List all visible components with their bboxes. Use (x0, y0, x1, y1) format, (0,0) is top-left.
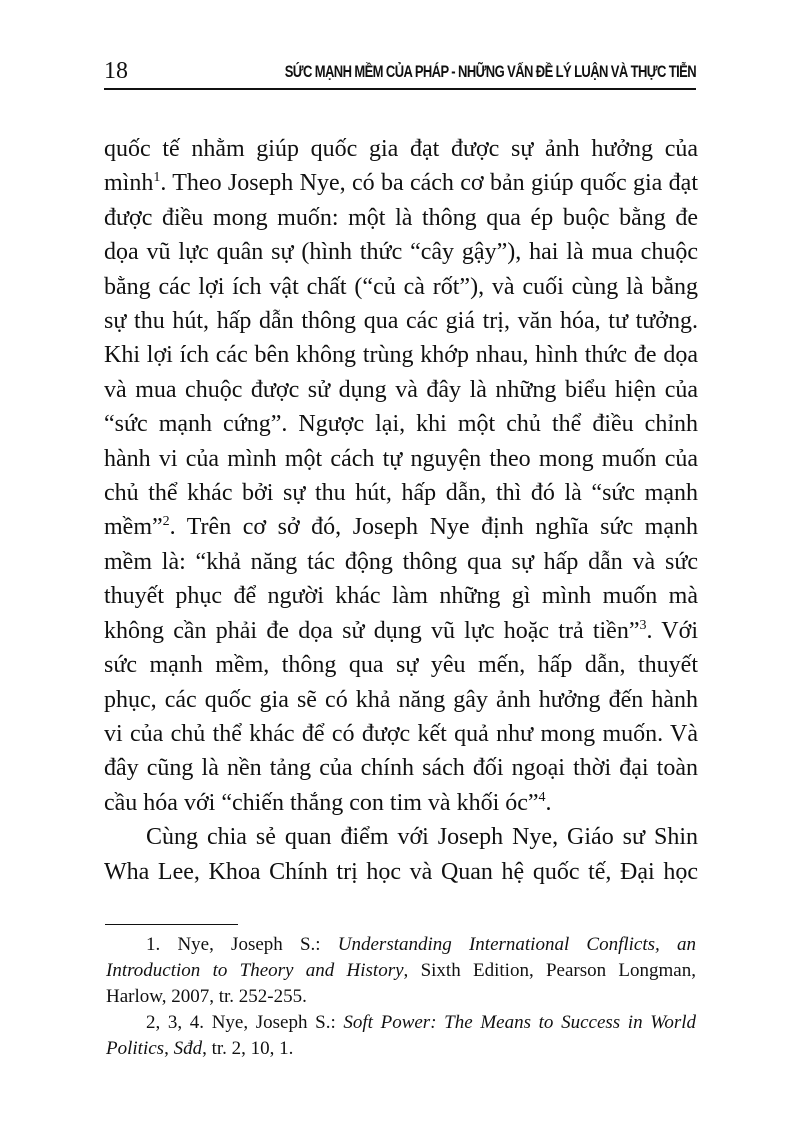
text-line: dọa vũ lực quân sự (hình thức “cây gậy”), hai là mua chuộc (104, 239, 698, 266)
text-line: Wha Lee, Khoa Chính trị học và Quan hệ quốc tế, Đại học (104, 858, 698, 885)
citation-abbrev: Sđd (173, 1038, 203, 1059)
running-header (104, 58, 696, 90)
footnote-1 (106, 932, 696, 1010)
text-fragment: , tr. 2, 10, 1. (202, 1038, 294, 1059)
text-line: quốc tế nhằm giúp quốc gia đạt được sự ảnh hưởng của (104, 136, 698, 162)
text-fragment: 1. Nye, Joseph S.: (146, 934, 338, 955)
text-line: Cùng chia sẻ quan điểm với Joseph Nye, Giáo sư Shin (146, 824, 698, 851)
text-fragment: mềm” (104, 514, 163, 541)
text-line (104, 166, 698, 200)
text-line: mềm là: “khả năng tác động thông qua sự hấp dẫn và sức (104, 548, 698, 575)
citation-title: Soft Power: The Means to Success in World (343, 1012, 696, 1033)
text-fragment: . (545, 789, 552, 816)
text-fragment: 2, 3, 4. Nye, Joseph S.: (146, 1012, 344, 1033)
footnotes (106, 932, 696, 1062)
text-line (104, 614, 698, 648)
footnote-ref-1[interactable]: 1 (153, 170, 161, 186)
text-line: “sức mạnh cứng”. Ngược lại, khi một chủ thể điều chỉnh (104, 411, 698, 438)
text-fragment: . Trên cơ sở đó, Joseph Nye định nghĩa sức mạnh (169, 514, 698, 541)
footnote-ref-4[interactable]: 4 (538, 789, 546, 805)
page-number: 18 (104, 58, 128, 84)
text-fragment: không cần phải đe dọa sử dụng vũ lực hoặc trả tiền” (104, 617, 640, 644)
text-line: đây cũng là nền tảng của chính sách đối ngoại thời đại toàn (104, 755, 698, 782)
citation-title: Understanding International Conflicts, an (337, 934, 696, 955)
body-text (104, 132, 698, 889)
footnote-line (106, 932, 696, 958)
footnote-2 (106, 1010, 696, 1062)
text-fragment: mình (104, 170, 154, 197)
text-line: vi của chủ thể khác để có được kết quả như mong muốn. Và (104, 720, 698, 747)
running-title: SỨC MẠNH MỀM CỦA PHÁP - NHỮNG VẤN ĐỀ LÝ LUẬN VÀ THỰC TIỄN (284, 61, 696, 81)
text-line: bằng các lợi ích vật chất (“củ cà rốt”), và cuối cùng là bằng (104, 273, 698, 300)
footnote-line (106, 1010, 696, 1036)
text-fragment: cầu hóa với “chiến thắng con tim và khối óc” (104, 789, 539, 816)
text-line (104, 510, 698, 544)
text-line: và mua chuộc được sử dụng và đây là những biểu hiện của (104, 376, 698, 403)
footnote-ref-2[interactable]: 2 (162, 514, 170, 530)
footnote-line (106, 958, 696, 984)
footnote-separator (105, 924, 238, 925)
text-fragment: . Với (646, 617, 698, 644)
text-line: chủ thể khác bởi sự thu hút, hấp dẫn, thì đó là “sức mạnh (104, 480, 698, 507)
text-fragment: . Theo Joseph Nye, có ba cách cơ bản giúp quốc gia đạt (160, 170, 698, 197)
citation-title: Politics (106, 1038, 165, 1059)
footnote-line (106, 1036, 696, 1062)
text-line: hành vi của mình một cách tự nguyện theo mong muốn của (104, 445, 698, 472)
citation-title: Introduction to Theory and History (106, 960, 404, 981)
paragraph-2 (104, 820, 698, 889)
footnote-ref-3[interactable]: 3 (639, 617, 647, 633)
text-line: phục, các quốc gia sẽ có khả năng gây ảnh hưởng đến hành (104, 686, 698, 713)
text-line: sức mạnh mềm, thông qua sự yêu mến, hấp dẫn, thuyết (104, 652, 698, 679)
text-line: Khi lợi ích các bên không trùng khớp nhau, hình thức đe dọa (104, 342, 698, 369)
text-fragment: , Sixth Edition, Pearson Longman, (403, 960, 696, 981)
text-line: thuyết phục để người khác làm những gì mình muốn mà (104, 583, 698, 610)
text-line: được điều mong muốn: một là thông qua ép buộc bằng đe (104, 204, 698, 231)
paragraph-1 (104, 132, 698, 820)
text-line (104, 786, 698, 820)
footnote-line: Harlow, 2007, tr. 252-255. (106, 986, 307, 1007)
text-fragment: , (164, 1038, 174, 1059)
text-line: sự thu hút, hấp dẫn thông qua các giá trị, văn hóa, tư tưởng. (104, 308, 698, 335)
